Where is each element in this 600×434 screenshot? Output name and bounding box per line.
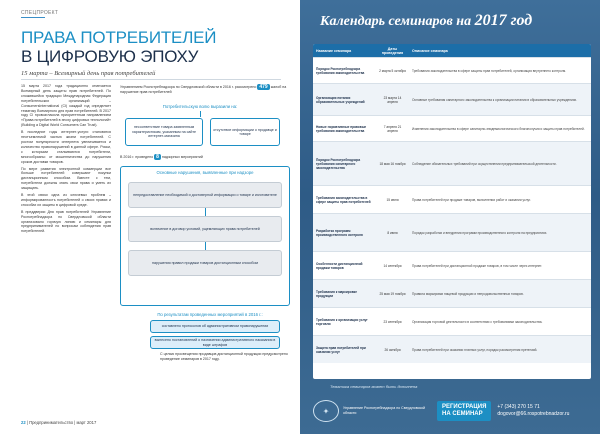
table-row xyxy=(313,307,591,335)
paragraph: 15 марта 2017 года традиционно отмечается Всемирный день защиты прав потребителей. По сложившейся традиции Международная Федерация потребительских организаций – ConsumersInternational (CI) каждый год определяет тематику Всемирного дня прав потребителей. В 2017 году CI провозгласила приоритетным направлением «Права потребителей в эпоху цифровых технологий» (Building a Digital World Consumers Can Trust). xyxy=(21,84,111,128)
diagram-arrow xyxy=(205,208,206,216)
calendar-title xyxy=(320,12,532,30)
cell-dates: 26 октября xyxy=(384,347,401,352)
diagram-2-title: Основные нарушения, выявленные при надзоре xyxy=(156,170,254,175)
cell-seminar-name: Требования к маркировке продукции xyxy=(316,289,358,298)
subtitle-divider xyxy=(21,79,281,80)
cell-dates: 14 сентября xyxy=(383,263,402,268)
diagram-arrow xyxy=(200,111,201,117)
register-line-2: НА СЕМИНАР xyxy=(442,411,483,417)
page-footer: 22 | Предпринимательство | март 2017 xyxy=(21,420,97,425)
cell-dates: 25 мая 19 ноября xyxy=(379,291,406,296)
cell-dates: 7 апреля 21 апреля xyxy=(383,124,402,133)
stat-inspections: 8 xyxy=(156,154,159,160)
paragraph: В этой связи одна из ключевых проблем – информированность потребителей о своих правах и способах их защиты в цифровой среде. xyxy=(21,193,111,207)
table-row xyxy=(313,213,591,251)
header-dates: Даты проведения xyxy=(381,46,404,55)
calendar-year: 2017 год xyxy=(474,12,533,29)
result-item: вынесено постановлений о назначении административного наказания в виде штрафов xyxy=(150,336,280,349)
inspections-text-end: надзорных мероприятий xyxy=(161,155,203,159)
contacts xyxy=(497,404,569,418)
cell-description: Правила маркировки пищевой продукции и непродовольственных товаров. xyxy=(412,291,524,296)
inspections-text: В 2016 г. проведено xyxy=(120,155,154,159)
cell-dates: 15 июня xyxy=(386,197,399,202)
table-row xyxy=(313,185,591,213)
calendar-note: Тематика семинаров может быть дополнена xyxy=(330,384,418,389)
right-page xyxy=(300,0,600,434)
issue-month: март 2017 xyxy=(76,420,97,425)
article-title xyxy=(21,28,291,66)
org-name: Управление Роспотребнадзора по Свердловской области xyxy=(343,406,426,415)
cell-seminar-name: Защита прав потребителей при оказании услуг xyxy=(316,345,366,354)
magazine-name: Предпринимательство xyxy=(29,420,74,425)
table-header xyxy=(313,44,591,57)
phone-number[interactable]: +7 (343) 270 15 71 xyxy=(497,404,540,410)
email-address[interactable]: dogovor@66.rospotrebnadzor.ru xyxy=(497,411,570,417)
cell-dates: 18 мая 16 ноября xyxy=(379,161,406,166)
section-divider xyxy=(21,17,45,18)
cell-description: Требования законодательства в сфере защиты прав потребителей, организация внутреннего контроля. xyxy=(412,68,567,73)
closing-paragraph: С целью просвещения продавцов дистанционной продукции предусмотрено проведение семинаров в 2017 году. xyxy=(160,352,288,361)
paragraph: По мере развития электронной коммерции все больше потребителей совершают покупки дистанционным способом. Вместе с тем, потребители должны знать свои права и уметь их защищать. xyxy=(21,166,111,191)
table-row xyxy=(313,141,591,185)
violation-item: непредоставление необходимой и достоверной информации о товаре и изготовителе xyxy=(128,182,282,208)
rospotrebnadzor-logo-icon: ✦ xyxy=(313,400,339,422)
cell-dates: 8 июня xyxy=(387,230,398,235)
cell-description: Порядок разработки и внедрения программ производственного контроля на предприятиях. xyxy=(412,230,548,235)
diagram-1-title: Потребительскую волю выразили на: xyxy=(162,104,238,109)
table-row xyxy=(313,57,591,83)
title-line-1: ПРАВА ПОТРЕБИТЕЛЕЙ xyxy=(21,28,217,47)
result-item: составлено протоколов об административном правонарушении xyxy=(150,320,280,333)
header-seminar-name: Название семинара xyxy=(316,48,352,53)
cell-seminar-name: Порядок Роспотребнадзора требования законодательства xyxy=(316,66,365,75)
diagram-arrow xyxy=(205,242,206,250)
diagram-1-node-1: несоответствие товара заявленным характеристикам, указанным на сайте интернет-магазина xyxy=(125,118,203,146)
paragraph: В преддверии Дня прав потребителей Управление Роспотребнадзора по Свердловской области организовало горячую линию и семинары для предпринимателей по вопросам соблюдения прав потребителей. xyxy=(21,209,111,234)
calendar-title-text: Календарь семинаров на xyxy=(320,14,472,29)
violation-item: нарушения правил продажи товаров дистанционным способом xyxy=(128,250,282,276)
article-column-1 xyxy=(21,84,111,236)
article-subtitle: 15 марта – Всемирный день прав потребителей xyxy=(21,70,156,77)
register-line-1: РЕГИСТРАЦИЯ xyxy=(442,404,487,410)
table-body xyxy=(313,57,591,363)
cell-description: Права потребителей при продаже товаров, выполнении работ и оказании услуг. xyxy=(412,197,531,202)
stat-intro-end: жалоб на нарушение прав потребителей xyxy=(120,85,287,94)
stat-complaints: 479 xyxy=(259,84,268,90)
cell-description: Изменения законодательства в сфере санитарно-эпидемиологического благополучия и защиты прав потребителей. xyxy=(412,126,585,131)
cell-seminar-name: Порядок Роспотребнадзора требования санитарного законодательства xyxy=(316,157,361,170)
seminar-table xyxy=(313,44,591,379)
table-row xyxy=(313,251,591,279)
cell-description: Организация торговой деятельности в соответствии с требованиями законодательства. xyxy=(412,319,543,324)
cell-description: Основные требования санитарного законодательства к организации питания в образовательных учреждениях. xyxy=(412,97,578,102)
cell-seminar-name: Новые нормативные правовые требования законодательства xyxy=(316,124,367,133)
diagram-3-title: По результатам проведенных мероприятий в 2016 г.: xyxy=(157,312,263,317)
table-row xyxy=(313,115,591,141)
section-tag: СПЕЦПРОЕКТ xyxy=(21,10,59,16)
stat-intro: Управлением Роспотребнадзора по Свердловской области в 2016 г. рассмотрено xyxy=(120,85,257,89)
table-row xyxy=(313,279,591,307)
title-line-2: В ЦИФРОВУЮ ЭПОХУ xyxy=(21,47,199,66)
table-row xyxy=(313,335,591,363)
registration-bar xyxy=(313,395,591,427)
header-description: Описание семинара xyxy=(412,48,448,53)
cell-seminar-name: Требования к организации услуг торговли xyxy=(316,317,368,326)
cell-description: Права потребителей при оказании платных услуг, порядок рассмотрения претензий. xyxy=(412,347,538,352)
violation-item: включение в договор условий, ущемляющих права потребителей xyxy=(128,216,282,242)
inspections-line xyxy=(120,154,290,160)
cell-dates: 23 сентября xyxy=(383,319,402,324)
cell-seminar-name: Требования законодательства в сфере защиты прав потребителей xyxy=(316,195,371,204)
cell-seminar-name: Организация питания образовательных учреждений xyxy=(316,95,365,104)
cell-description: Соблюдение обязательных требований при осуществлении предпринимательской деятельности. xyxy=(412,161,557,166)
page-number: 22 xyxy=(21,420,26,425)
cell-dates: 2 марта 5 октября xyxy=(379,68,406,73)
cell-dates: 23 марта 14 апреля xyxy=(383,95,402,104)
paragraph: В последние годы интернет-услуги становятся неотъемлемой частью жизни потребителей. С ростом популярности интернета увеличивается и количество правонарушений в данной сфере. Риски, с которыми сталкиваются потребители, многообразны: от мошенничества до нарушения сроков доставки товаров. xyxy=(21,130,111,164)
cell-description: Права потребителей при дистанционной продаже товаров, в том числе через интернет. xyxy=(412,263,543,268)
table-row xyxy=(313,83,591,115)
diagram-1-node-2: отсутствие информации о продавце и товаре xyxy=(210,118,280,146)
article-column-2 xyxy=(120,84,290,95)
cell-seminar-name: Разработка программ производственного контроля xyxy=(316,228,363,237)
register-button[interactable] xyxy=(437,401,491,421)
cell-seminar-name: Особенности дистанционной продажи товаров xyxy=(316,261,363,270)
